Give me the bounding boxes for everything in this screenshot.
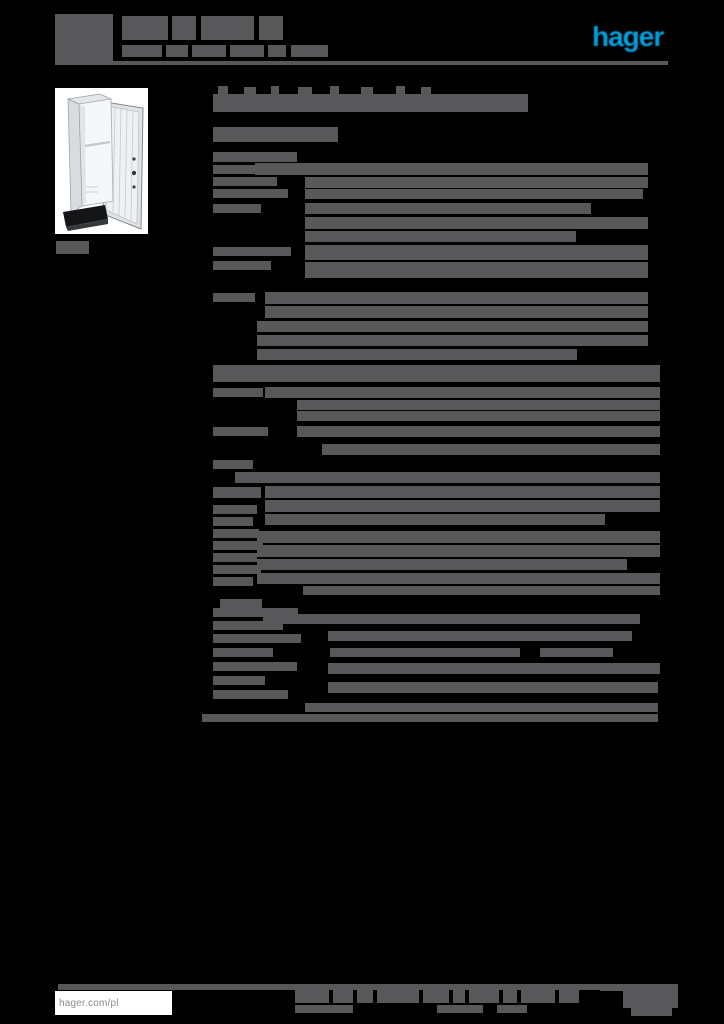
redacted-text-bar [265, 486, 660, 498]
redacted-text-bar [257, 573, 660, 584]
redacted-text-bar [213, 565, 261, 574]
redacted-text-bar [297, 426, 660, 437]
redacted-text-bar [213, 541, 263, 550]
redacted-text-bar [469, 990, 499, 1003]
redacted-text-bar [257, 349, 577, 360]
redacted-text-bar [255, 163, 648, 175]
redacted-text-bar [213, 177, 277, 186]
redacted-text-bar [497, 1005, 527, 1013]
redacted-text-bar [540, 648, 613, 657]
redacted-text-bar [213, 152, 297, 162]
redacted-text-bar [122, 45, 162, 57]
redacted-text-bar [259, 16, 283, 40]
redacted-text-bar [257, 559, 627, 570]
redacted-text-bar [55, 14, 113, 62]
redacted-text-bar [213, 487, 261, 498]
redacted-text-bar [268, 45, 286, 57]
redacted-text-bar [263, 614, 640, 624]
redacted-text-bar [166, 45, 188, 57]
redacted-text-bar [330, 648, 520, 657]
redacted-text-bar [213, 365, 660, 382]
redacted-text-bar [377, 990, 419, 1003]
redacted-text-bar [521, 990, 555, 1003]
redacted-text-bar [437, 1005, 483, 1013]
redacted-text-bar [305, 245, 648, 260]
redacted-text-bar [213, 517, 253, 526]
redacted-text-bar [235, 472, 660, 483]
redacted-text-bar [213, 553, 257, 562]
redacted-text-bar [213, 261, 271, 270]
redacted-text-bar [305, 217, 648, 229]
redacted-text-bar [265, 514, 605, 525]
redacted-text-bar [213, 189, 288, 198]
redacted-text-bar [297, 400, 660, 410]
redacted-text-bar [328, 631, 632, 641]
redacted-text-bar [265, 387, 660, 398]
redacted-text-bar [257, 335, 648, 346]
product-image [55, 88, 148, 234]
redacted-text-bar [305, 177, 648, 188]
redacted-text-bar [56, 241, 89, 254]
redacted-text-bar [305, 262, 648, 278]
redacted-text-bar [230, 45, 264, 57]
redacted-text-bar [295, 990, 329, 1003]
redacted-text-bar [213, 529, 259, 538]
redacted-text-bar [213, 460, 253, 469]
redacted-text-bar [631, 1008, 672, 1016]
redacted-text-bar [265, 500, 660, 512]
redacted-text-bar [328, 663, 660, 674]
redacted-text-bar [220, 599, 262, 608]
redacted-text-bar [55, 61, 668, 65]
redacted-text-bar [423, 990, 449, 1003]
redacted-text-bar [213, 690, 288, 699]
footer-website-link[interactable]: hager.com/pl [59, 997, 119, 1009]
redacted-text-bar [303, 586, 660, 595]
redacted-text-bar [213, 127, 338, 142]
redacted-text-bar [172, 16, 196, 40]
redacted-text-bar [453, 990, 465, 1003]
redacted-text-bar [213, 505, 257, 514]
redacted-text-bar [213, 662, 297, 671]
redacted-text-bar [357, 990, 373, 1003]
redacted-text-bar [213, 293, 255, 302]
redacted-text-bar [213, 676, 265, 685]
redacted-text-bar [322, 444, 660, 455]
redacted-text-bar [257, 545, 660, 557]
redacted-text-bar [297, 411, 660, 421]
redacted-text-bar [600, 984, 678, 991]
redacted-text-bar [503, 990, 517, 1003]
redacted-text-bar [213, 388, 263, 397]
redacted-text-bar [328, 682, 658, 693]
redacted-text-bar [305, 203, 591, 214]
redacted-text-bar [265, 292, 648, 304]
redacted-text-bar [213, 427, 268, 436]
redacted-text-bar [333, 990, 353, 1003]
redacted-text-bar [213, 634, 301, 643]
redacted-text-bar [213, 94, 528, 112]
redacted-text-bar [213, 577, 253, 586]
redacted-text-bar [559, 990, 579, 1003]
redacted-text-bar [213, 648, 273, 657]
redacted-text-bar [201, 16, 254, 40]
redacted-text-bar [291, 45, 328, 57]
redacted-text-bar [265, 306, 648, 318]
redacted-text-bar [623, 991, 678, 1008]
enclosure-illustration [55, 88, 148, 234]
redacted-text-bar [295, 1005, 353, 1013]
redacted-text-bar [192, 45, 226, 57]
footer-url-plate [55, 991, 172, 1015]
redacted-text-bar [213, 204, 261, 213]
redacted-text-bar [202, 714, 658, 722]
redacted-text-bar [122, 16, 168, 40]
redacted-text-bar [257, 321, 648, 332]
hager-logo: hager [592, 21, 664, 52]
redacted-text-bar [305, 703, 658, 712]
redacted-text-bar [305, 231, 576, 242]
redacted-text-bar [213, 247, 291, 256]
redacted-text-bar [257, 531, 660, 543]
redacted-text-bar [305, 189, 643, 199]
